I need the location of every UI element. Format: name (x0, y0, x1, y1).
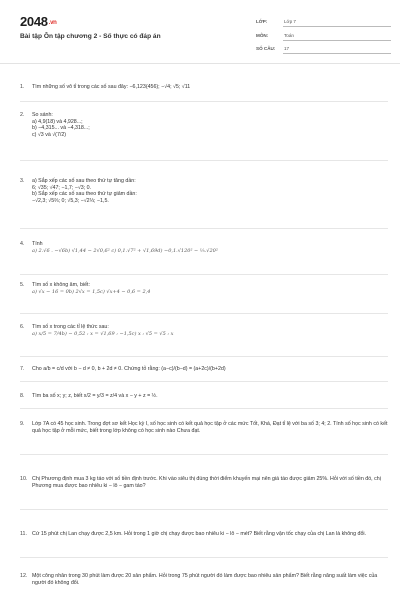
question-number: 2. (20, 112, 25, 118)
question-number: 12. (20, 573, 28, 579)
question-text: b) −4,315... và −4,318...; (32, 125, 90, 132)
question-text: Cứ 15 phút chị Lan chạy được 2,5 km. Hỏi trong 1 giờ chị chạy được bao nhiêu ki − lô − mét? Biết rằng vận tốc chạy của chị Lan là không đổi. (32, 531, 367, 537)
question-divider (20, 356, 388, 357)
question-text: Tìm ba số x; y; z, biết x/2 = y/3 = z/4 và x − y + z = ½. (32, 393, 158, 399)
question-formula: a) x/5 = 7/4b) − 0,52 : x = √1,69 : −1,5c) x : √5 = √5 : x (32, 330, 174, 337)
question-formula: a) √x − 16 = 0b) 2√x = 1,5c) √x+4 − 0,6 = 2,4 (32, 288, 151, 295)
question-number: 5. (20, 282, 25, 288)
question-divider (20, 313, 388, 314)
question-text: Một công nhân trong 30 phút làm được 20 sản phẩm. Hỏi trong 75 phút người đó làm được bao nhiêu sản phẩm? Biết rằng năng suất làm việc của người đó không đổi. (32, 573, 378, 586)
question-number: 1. (20, 84, 25, 90)
question-divider (20, 160, 388, 161)
question-divider (20, 509, 388, 510)
question-text: a) 4,9(18) và 4,928...; (32, 118, 83, 125)
info-underline (283, 53, 391, 54)
question-number: 6. (20, 324, 25, 330)
question-divider (20, 101, 388, 102)
question-text: c) √3 và √(7/2) (32, 131, 67, 138)
question-text: Lớp 7A có 45 học sinh. Trong đợt sơ kết Học kỳ I, số học sinh có kết quả học tập ở các mức Tốt, Khá, Đạt tỉ lệ với ba số 3; 4; 2. Tính số học sinh có kết quả học tập ở mỗi mức, biết trong lớp không có học sinh nào Chưa đạt. (32, 421, 388, 434)
question-divider (20, 557, 388, 558)
question-text: a) Sắp xếp các số sau theo thứ tự tăng dần: (32, 178, 136, 184)
question-number: 4. (20, 241, 25, 247)
question-number: 8. (20, 393, 25, 399)
info-class-label: LỚP: (256, 19, 268, 24)
page-header (0, 0, 400, 68)
info-underline (283, 26, 391, 27)
info-count-label: SỐ CÂU: (256, 46, 276, 51)
question-text: b) Sắp xếp các số sau theo thứ tự giảm dần: (32, 191, 137, 198)
question-text: Tìm số x trong các tỉ lệ thức sau: (32, 324, 109, 330)
question-number: 11. (20, 531, 27, 537)
info-subject-label: MÔN: (256, 33, 269, 38)
question-text: 6; √35; √47; −1,7; −√3; 0. (32, 184, 92, 191)
info-subject-value: Toán (284, 33, 294, 38)
info-count-value: 17 (284, 46, 290, 51)
question-text: −√2,3; √5⅔; 0; √5,3; −√2⅓; −1,5. (32, 197, 109, 204)
question-number: 10. (20, 476, 28, 482)
question-number: 3. (20, 178, 25, 184)
question-text: Chị Phương định mua 3 kg táo với số tiền định trước. Khi vào siêu thị đúng thời điểm khuyến mại nên giá táo được giảm 25%. Hỏi với số tiền đó, chị Phương mua được bao nhiêu ki − lô − gam táo? (32, 476, 381, 489)
question-divider (20, 408, 388, 409)
question-text: Tính (32, 241, 43, 247)
question-text: So sánh: (32, 112, 53, 118)
question-divider (20, 274, 388, 275)
info-class-value: Lớp 7 (284, 19, 296, 24)
question-number: 9. (20, 421, 25, 427)
site-logo[interactable]: 2048.vn (20, 14, 57, 29)
question-text: Cho a/b = c/d với b − d ≠ 0, b + 2d ≠ 0. Chứng tỏ rằng: (a−c)/(b−d) = (a+2c)/(b+2d) (32, 366, 226, 372)
question-divider (20, 381, 388, 382)
header-divider (0, 63, 400, 64)
question-divider (20, 228, 388, 229)
page-title: Bài tập Ôn tập chương 2 - Số thực có đáp án (20, 33, 161, 40)
info-underline (283, 40, 391, 41)
question-text: Tìm số x không âm, biết: (32, 282, 90, 288)
question-text: Tìm những số vô tỉ trong các số sau đây: −6,123(456); −√4; √5; √11 (32, 84, 191, 90)
question-number: 7. (20, 366, 25, 372)
question-formula: a) 2.√6 . −√6b) √1,44 − 2√0,6² c) 0,1.√7² + √1,69d) −0,1.√120² − ⅓.√20² (32, 247, 218, 254)
question-divider (20, 454, 388, 455)
